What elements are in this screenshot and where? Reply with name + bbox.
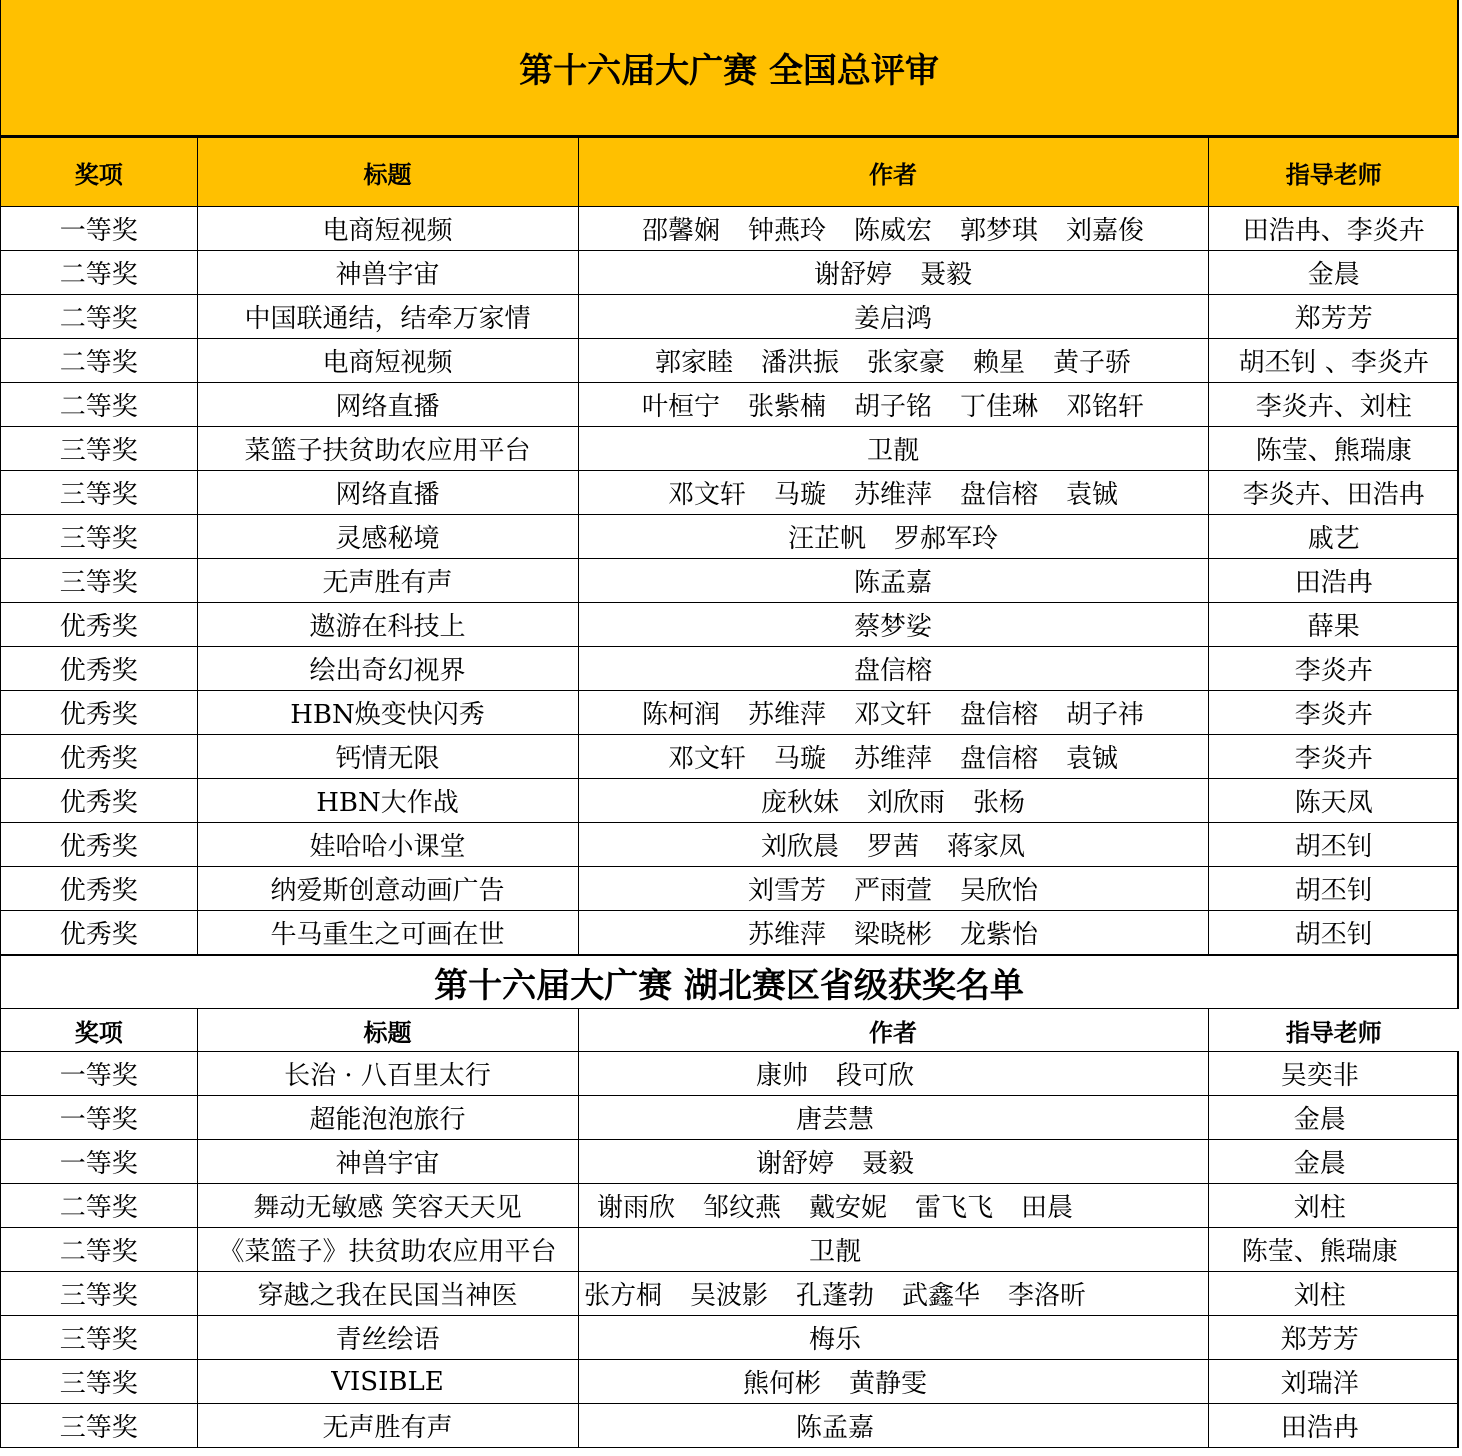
authors-cell <box>578 911 1208 955</box>
title-cell: 舞动无敏感 笑容天天见 <box>197 1184 578 1228</box>
author-name: 苏维萍 <box>853 744 932 774</box>
award-cell: 一等奖 <box>1 1052 197 1096</box>
author-name: 盘信榕 <box>960 480 1039 510</box>
title-cell: 遨游在科技上 <box>197 603 578 647</box>
author-name: 盘信榕 <box>960 744 1039 774</box>
author-name: 梅乐 <box>808 1325 861 1355</box>
authors-cell <box>578 295 1208 339</box>
advisor-cell <box>1208 1272 1459 1316</box>
table-row <box>1 1360 1459 1404</box>
author-list <box>840 656 946 686</box>
table-row <box>1 339 1459 383</box>
author-name: 邓文轩 <box>667 744 746 774</box>
section1-title: 第十六届大广赛 全国总评审 <box>1 0 1457 137</box>
section2-body <box>1 1052 1459 1448</box>
award-cell: 三等奖 <box>1 1316 197 1360</box>
author-name: 张家豪 <box>866 348 945 378</box>
advisor-cell: 胡丕钊 、李炎卉 <box>1208 339 1459 383</box>
table-row <box>1 691 1459 735</box>
award-cell: 优秀奖 <box>1 911 197 955</box>
title-cell: 网络直播 <box>197 471 578 515</box>
author-name: 卫靓 <box>808 1237 861 1267</box>
author-name: 刘欣晨 <box>760 832 839 862</box>
section2-title: 第十六届大广赛 湖北赛区省级获奖名单 <box>1 955 1457 1009</box>
author-list <box>578 1275 1100 1312</box>
author-list <box>782 1407 888 1444</box>
authors-cell <box>578 339 1208 383</box>
author-name: 罗郝军玲 <box>894 524 999 554</box>
title-cell: 钙情无限 <box>197 735 578 779</box>
advisor-cell <box>1208 1404 1459 1448</box>
author-name: 熊何彬 <box>742 1369 821 1399</box>
authors-cell <box>578 207 1208 251</box>
advisor-name: 刘柱 <box>1293 1281 1346 1311</box>
authors-cell <box>578 1360 1208 1404</box>
table-row <box>1 207 1459 251</box>
award-cell: 三等奖 <box>1 1272 197 1316</box>
section2-table <box>1 1009 1459 1448</box>
author-name: 胡子铭 <box>853 392 932 422</box>
advisor-cell: 李炎卉 <box>1208 735 1459 779</box>
section1-table <box>1 137 1459 955</box>
author-list <box>747 788 1039 818</box>
authors-cell <box>578 1316 1208 1360</box>
author-name: 马璇 <box>773 480 826 510</box>
title-cell: 绘出奇幻视界 <box>197 647 578 691</box>
author-name: 陈孟嘉 <box>853 568 932 598</box>
advisor-cell <box>1208 1184 1459 1228</box>
table-row <box>1 1404 1459 1448</box>
advisor-name: 金晨 <box>1293 1149 1346 1179</box>
advisor-cell: 李炎卉、刘柱 <box>1208 383 1459 427</box>
header-award: 奖项 <box>1 1009 197 1052</box>
author-list <box>654 744 1132 774</box>
header-row <box>1 1009 1459 1052</box>
title-cell: 娃哈哈小课堂 <box>197 823 578 867</box>
author-name: 龙紫怡 <box>960 920 1039 950</box>
table-row <box>1 471 1459 515</box>
authors-cell <box>578 1404 1208 1448</box>
authors-cell <box>578 691 1208 735</box>
author-name: 李洛昕 <box>1008 1281 1087 1311</box>
award-cell: 优秀奖 <box>1 603 197 647</box>
award-cell: 二等奖 <box>1 383 197 427</box>
title-cell: 超能泡泡旅行 <box>197 1096 578 1140</box>
author-name: 丁佳琳 <box>960 392 1039 422</box>
title-cell: 牛马重生之可画在世 <box>197 911 578 955</box>
table-row <box>1 647 1459 691</box>
award-cell: 二等奖 <box>1 1184 197 1228</box>
award-cell: 优秀奖 <box>1 867 197 911</box>
author-name: 吴欣怡 <box>960 876 1039 906</box>
table-row <box>1 1316 1459 1360</box>
author-name: 唐芸慧 <box>795 1105 874 1135</box>
header-title: 标题 <box>197 138 578 207</box>
table-row <box>1 427 1459 471</box>
author-list <box>641 348 1145 378</box>
author-name: 雷飞飞 <box>915 1193 994 1223</box>
title-cell: 电商短视频 <box>197 339 578 383</box>
advisor-name: 陈莹、熊瑞康 <box>1241 1237 1398 1267</box>
table-row <box>1 911 1459 955</box>
authors-cell <box>578 559 1208 603</box>
advisor-cell: 陈莹、熊瑞康 <box>1208 427 1459 471</box>
authors-cell <box>578 1272 1208 1316</box>
authors-cell <box>578 251 1208 295</box>
advisor-cell: 李炎卉 <box>1208 647 1459 691</box>
advisor-cell <box>1208 1140 1459 1184</box>
advisor-cell: 戚艺 <box>1208 515 1459 559</box>
advisor-cell: 陈天凤 <box>1208 779 1459 823</box>
section1-body <box>1 207 1459 955</box>
table-row <box>1 823 1459 867</box>
author-name: 苏维萍 <box>747 920 826 950</box>
authors-cell <box>578 471 1208 515</box>
author-name: 严雨萱 <box>853 876 932 906</box>
author-name: 聂毅 <box>862 1149 915 1179</box>
author-name: 邓铭轩 <box>1066 392 1145 422</box>
author-name: 黄子骄 <box>1053 348 1132 378</box>
authors-cell <box>578 1228 1208 1272</box>
author-list <box>628 216 1158 246</box>
award-cell: 优秀奖 <box>1 735 197 779</box>
advisor-name: 刘柱 <box>1293 1193 1346 1223</box>
advisor-cell: 田浩冉、李炎卉 <box>1208 207 1459 251</box>
author-name: 武鑫华 <box>902 1281 981 1311</box>
author-list <box>782 1099 888 1136</box>
author-name: 谢舒婷 <box>813 260 892 290</box>
author-name: 苏维萍 <box>747 700 826 730</box>
author-name: 刘雪芳 <box>747 876 826 906</box>
author-name: 段可欣 <box>836 1061 915 1091</box>
author-list <box>853 436 933 466</box>
author-list <box>840 568 946 598</box>
table-row <box>1 1096 1459 1140</box>
advisor-cell <box>1208 1096 1459 1140</box>
author-name: 邵馨娴 <box>641 216 720 246</box>
author-name: 陈孟嘉 <box>795 1413 874 1443</box>
title-cell: 《菜篮子》扶贫助农应用平台 <box>197 1228 578 1272</box>
authors-cell <box>578 1140 1208 1184</box>
advisor-cell: 胡丕钊 <box>1208 911 1459 955</box>
author-name: 郭家睦 <box>654 348 733 378</box>
advisor-name: 吴奕非 <box>1280 1061 1359 1091</box>
title-cell: 青丝绘语 <box>197 1316 578 1360</box>
award-cell: 二等奖 <box>1 339 197 383</box>
advisor-cell <box>1208 1052 1459 1096</box>
advisor-cell: 胡丕钊 <box>1208 823 1459 867</box>
author-name: 陈柯润 <box>641 700 720 730</box>
table-row <box>1 295 1459 339</box>
author-name: 胡子祎 <box>1066 700 1145 730</box>
author-list <box>742 1143 928 1180</box>
author-list <box>628 700 1158 730</box>
author-name: 黄静雯 <box>849 1369 928 1399</box>
table-row <box>1 515 1459 559</box>
author-list <box>734 920 1052 950</box>
award-cell: 三等奖 <box>1 1360 197 1404</box>
author-name: 叶桓宁 <box>641 392 720 422</box>
award-cell: 三等奖 <box>1 559 197 603</box>
authors-cell <box>578 515 1208 559</box>
author-name: 马璇 <box>773 744 826 774</box>
advisor-cell <box>1208 1360 1459 1404</box>
authors-cell <box>578 823 1208 867</box>
advisor-cell: 田浩冉 <box>1208 559 1459 603</box>
title-cell: 纳爱斯创意动画广告 <box>197 867 578 911</box>
author-name: 苏维萍 <box>853 480 932 510</box>
award-cell: 三等奖 <box>1 515 197 559</box>
author-name: 姜启鸿 <box>853 304 932 334</box>
header-title: 标题 <box>197 1009 578 1052</box>
authors-cell <box>578 735 1208 779</box>
advisor-cell: 郑芳芳 <box>1208 295 1459 339</box>
authors-cell <box>578 383 1208 427</box>
author-name: 张方桐 <box>583 1281 662 1311</box>
advisor-name: 刘瑞洋 <box>1280 1369 1359 1399</box>
table-row <box>1 1140 1459 1184</box>
header-advisor: 指导老师 <box>1208 138 1459 207</box>
advisor-cell: 李炎卉、田浩冉 <box>1208 471 1459 515</box>
advisor-name: 田浩冉 <box>1280 1413 1359 1443</box>
advisor-name: 郑芳芳 <box>1280 1325 1359 1355</box>
author-name: 邓文轩 <box>853 700 932 730</box>
award-cell: 优秀奖 <box>1 691 197 735</box>
author-name: 吴波影 <box>689 1281 768 1311</box>
author-list <box>654 480 1132 510</box>
title-cell: 无声胜有声 <box>197 559 578 603</box>
authors-cell <box>578 1052 1208 1096</box>
title-cell: HBN焕变快闪秀 <box>197 691 578 735</box>
advisor-cell <box>1208 1228 1459 1272</box>
author-name: 汪芷帆 <box>787 524 866 554</box>
title-cell: 穿越之我在民国当神医 <box>197 1272 578 1316</box>
advisor-cell: 李炎卉 <box>1208 691 1459 735</box>
author-name: 蔡梦娑 <box>853 612 932 642</box>
author-name: 聂毅 <box>920 260 973 290</box>
table-row <box>1 1272 1459 1316</box>
table-row <box>1 603 1459 647</box>
title-cell: 灵感秘境 <box>197 515 578 559</box>
title-cell: 神兽宇宙 <box>197 251 578 295</box>
author-list <box>795 1319 875 1356</box>
author-list <box>742 1055 928 1092</box>
title-cell: 中国联通结，结牵万家情 <box>197 295 578 339</box>
author-name: 盘信榕 <box>960 700 1039 730</box>
authors-cell <box>578 603 1208 647</box>
author-name: 谢雨欣 <box>596 1193 675 1223</box>
title-cell: 网络直播 <box>197 383 578 427</box>
award-cell: 一等奖 <box>1 207 197 251</box>
table-row <box>1 383 1459 427</box>
author-name: 张杨 <box>973 788 1026 818</box>
author-name: 郭梦琪 <box>960 216 1039 246</box>
title-cell: 菜篮子扶贫助农应用平台 <box>197 427 578 471</box>
table-row <box>1 559 1459 603</box>
award-cell: 三等奖 <box>1 471 197 515</box>
header-award: 奖项 <box>1 138 197 207</box>
author-name: 刘欣雨 <box>866 788 945 818</box>
title-cell: 长治 · 八百里太行 <box>197 1052 578 1096</box>
author-name: 潘洪振 <box>760 348 839 378</box>
authors-cell <box>578 427 1208 471</box>
award-cell: 一等奖 <box>1 1140 197 1184</box>
author-name: 刘嘉俊 <box>1066 216 1145 246</box>
title-cell: 神兽宇宙 <box>197 1140 578 1184</box>
award-cell: 二等奖 <box>1 1228 197 1272</box>
award-cell: 一等奖 <box>1 1096 197 1140</box>
advisor-cell: 胡丕钊 <box>1208 867 1459 911</box>
header-authors: 作者 <box>578 138 1208 207</box>
author-name: 蒋家凤 <box>947 832 1026 862</box>
award-cell: 优秀奖 <box>1 779 197 823</box>
title-cell: 电商短视频 <box>197 207 578 251</box>
author-name: 赖星 <box>973 348 1026 378</box>
advisor-name: 金晨 <box>1293 1105 1346 1135</box>
author-list <box>840 612 946 642</box>
title-cell: HBN大作战 <box>197 779 578 823</box>
advisor-cell: 金晨 <box>1208 251 1459 295</box>
table-row <box>1 251 1459 295</box>
author-list <box>583 1187 1087 1224</box>
author-name: 罗茜 <box>866 832 919 862</box>
advisor-cell <box>1208 1316 1459 1360</box>
author-name: 戴安妮 <box>808 1193 887 1223</box>
author-list <box>795 1231 875 1268</box>
table-row <box>1 779 1459 823</box>
author-name: 袁铖 <box>1066 744 1119 774</box>
authors-cell <box>578 1184 1208 1228</box>
author-list <box>628 392 1158 422</box>
table-row <box>1 867 1459 911</box>
author-name: 梁晓彬 <box>853 920 932 950</box>
header-row <box>1 138 1459 207</box>
author-list <box>800 260 986 290</box>
author-name: 谢舒婷 <box>755 1149 834 1179</box>
header-authors: 作者 <box>578 1009 1208 1052</box>
title-cell: VISIBLE <box>197 1360 578 1404</box>
author-list <box>734 876 1052 906</box>
authors-cell <box>578 647 1208 691</box>
header-advisor: 指导老师 <box>1208 1009 1459 1052</box>
author-name: 卫靓 <box>866 436 919 466</box>
authors-cell <box>578 867 1208 911</box>
advisor-cell: 薛果 <box>1208 603 1459 647</box>
author-name: 邹纹燕 <box>702 1193 781 1223</box>
author-name: 庞秋妹 <box>760 788 839 818</box>
table-row <box>1 1228 1459 1272</box>
award-cell: 三等奖 <box>1 1404 197 1448</box>
table-row <box>1 735 1459 779</box>
author-name: 陈威宏 <box>853 216 932 246</box>
author-name: 康帅 <box>755 1061 808 1091</box>
author-name: 钟燕玲 <box>747 216 826 246</box>
award-cell: 优秀奖 <box>1 647 197 691</box>
author-list <box>774 524 1012 554</box>
author-list <box>747 832 1039 862</box>
author-name: 田晨 <box>1021 1193 1074 1223</box>
author-list <box>729 1363 941 1400</box>
author-name: 盘信榕 <box>853 656 932 686</box>
authors-cell <box>578 779 1208 823</box>
table-row <box>1 1184 1459 1228</box>
authors-cell <box>578 1096 1208 1140</box>
award-cell: 优秀奖 <box>1 823 197 867</box>
award-cell: 二等奖 <box>1 251 197 295</box>
author-list <box>840 304 946 334</box>
author-name: 袁铖 <box>1066 480 1119 510</box>
award-cell: 三等奖 <box>1 427 197 471</box>
author-name: 邓文轩 <box>667 480 746 510</box>
table-row <box>1 1052 1459 1096</box>
award-cell: 二等奖 <box>1 295 197 339</box>
author-name: 孔蓬勃 <box>795 1281 874 1311</box>
author-name: 张紫楠 <box>747 392 826 422</box>
title-cell: 无声胜有声 <box>197 1404 578 1448</box>
